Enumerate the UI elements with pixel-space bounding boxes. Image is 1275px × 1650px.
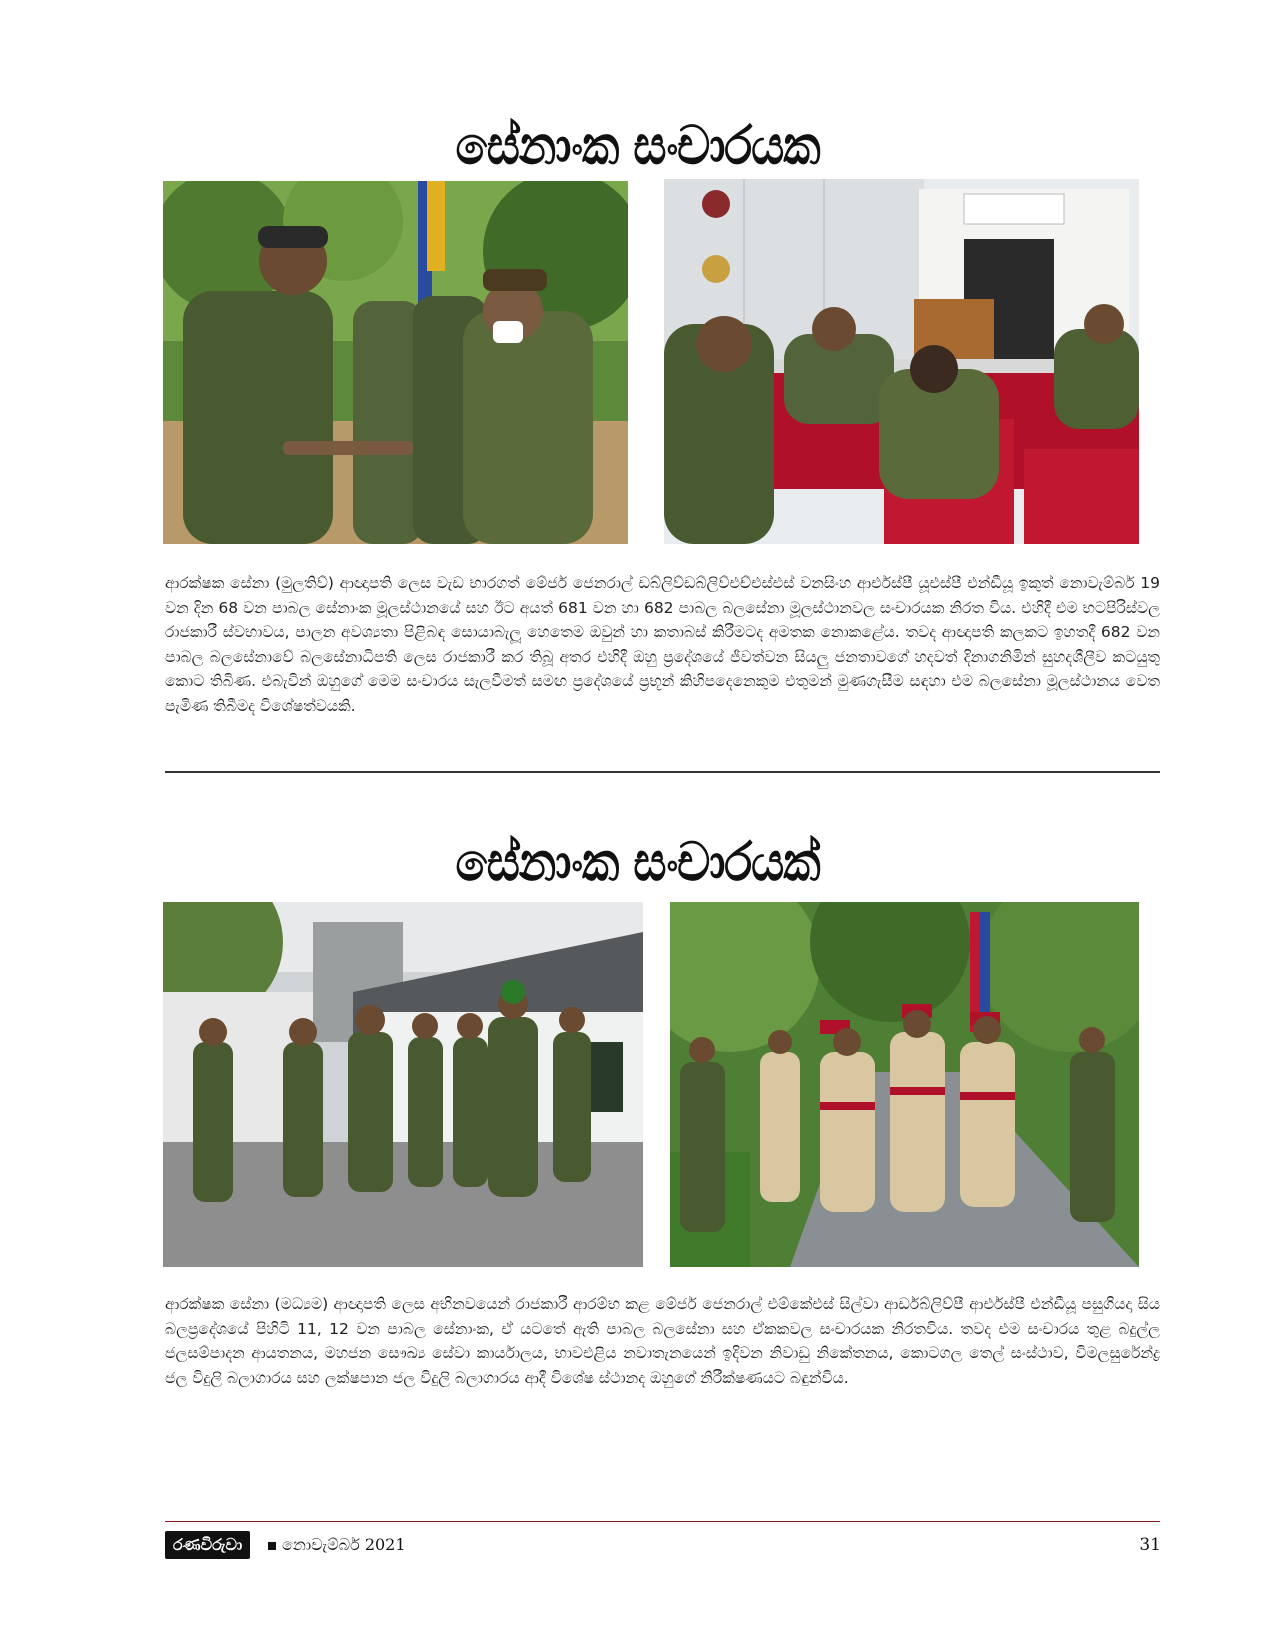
bullet-square-icon: [268, 1542, 276, 1550]
section-divider: [165, 771, 1160, 773]
page-number: 31: [1139, 1535, 1161, 1555]
issue-date-text: නොවැම්බර් 2021: [282, 1535, 406, 1554]
article1-body: ආරක්ෂක සේනා (මුලතිව්) ආඥාපති ලෙස වැඩ භාරගත් මේජර් ජෙනරාල් ඩබ්ලිව්ඩබ්ලිව්එච්එස්එස් වනසිංහ ආර්එස්පී යූඑස්පී එන්ඩීයූ ඉකුත් නොවැම්බර් 19 වන දින 68 වන පාබල සේනාංක මූලස්ථානයේ සහ ඊට අයත් 681 වන හා 682 පාබල බලසේනා මූලස්ථානවල සංචාරයක නිරත විය. එහිදී එම භටපිරිස්වල රාජකාරී ස්වභාවය, පාලන අවශ්‍යතා පිළිබඳ සොයාබැලූ හෙතෙම ඔවුන් හා කතාබස් කිරීමටද අමතක නොකළේය. තවද ආඥාපති කලකට ඉහතදී 682 වන පාබල බලසේනාවේ බලසේනාධිපති ලෙස රාජකාරී කර තිබූ අතර එහිදී ඔහු ප්‍රදේශයේ ජීවත්වන සියලු ජනතාවගේ හදවත් දිනාගනිමින් සුහදශීලීව කටයුතු කොට තිබිණ. එබැවින් ඔහුගේ මෙම සංචාරය සැලවීමත් සමඟ ප්‍රදේශයේ ප්‍රභූන් කිහිපදෙනෙකුම එතුමන් මුණගැසීම සඳහා එම බලසේනා මූලස්ථානය වෙත පැමිණ තිබීමද විශේෂත්වයකි.: [165, 574, 1160, 715]
article2-body: ආරක්ෂක සේනා (මධ්‍යම) ආඥාපති ලෙස අභිනවයෙන් රාජකාරී ආරම්භ කළ මේජර් ජෙනරාල් එම්කේඑස් සිල්වා ආර්ඩබ්ලිව්පී ආර්එස්පී එන්ඩීයූ පසුගියදා සිය බලප්‍රදේශයේ පිහිටි 11, 12 වන පාබල සේනාංක, ඒ යටතේ ඇති පාබල බලසේනා සහ ඒකකවල සංචාරයක නිරතවිය. තවද එම සංචාරය තුළ බදුල්ල ජලසම්පාදන ආයතනය, මහජන සෞඛ්‍ය සේවා කාර්යාලය, භාවඑළිය නවාතැනයෙන් ඉදිවන නිවාඩු නිකේතනය, කොටගල තෙල් සංස්ථාව, විමලසුරේන්ද්‍ර ජල විදුලි බලාගාරය සහ ලක්ෂපාන ජල විදුලි බලාගාරය ආදී විශේෂ ස්ථානද ඔහුගේ නිරීක්ෂණයට බඳුන්විය.: [165, 1295, 1160, 1387]
photo-group-walk: [163, 902, 643, 1267]
photo-parade: [670, 902, 1139, 1267]
magazine-logo: රණවිරුවා: [165, 1531, 250, 1559]
footer-rule: [165, 1521, 1160, 1522]
photo-handshake: [163, 181, 628, 544]
article1-headline: සේනාංක සංචාරයක: [455, 113, 820, 176]
photo-conference: [664, 179, 1139, 544]
issue-date: [268, 1533, 406, 1557]
article2-headline: සේනාංක සංචාරයක්: [455, 830, 820, 893]
